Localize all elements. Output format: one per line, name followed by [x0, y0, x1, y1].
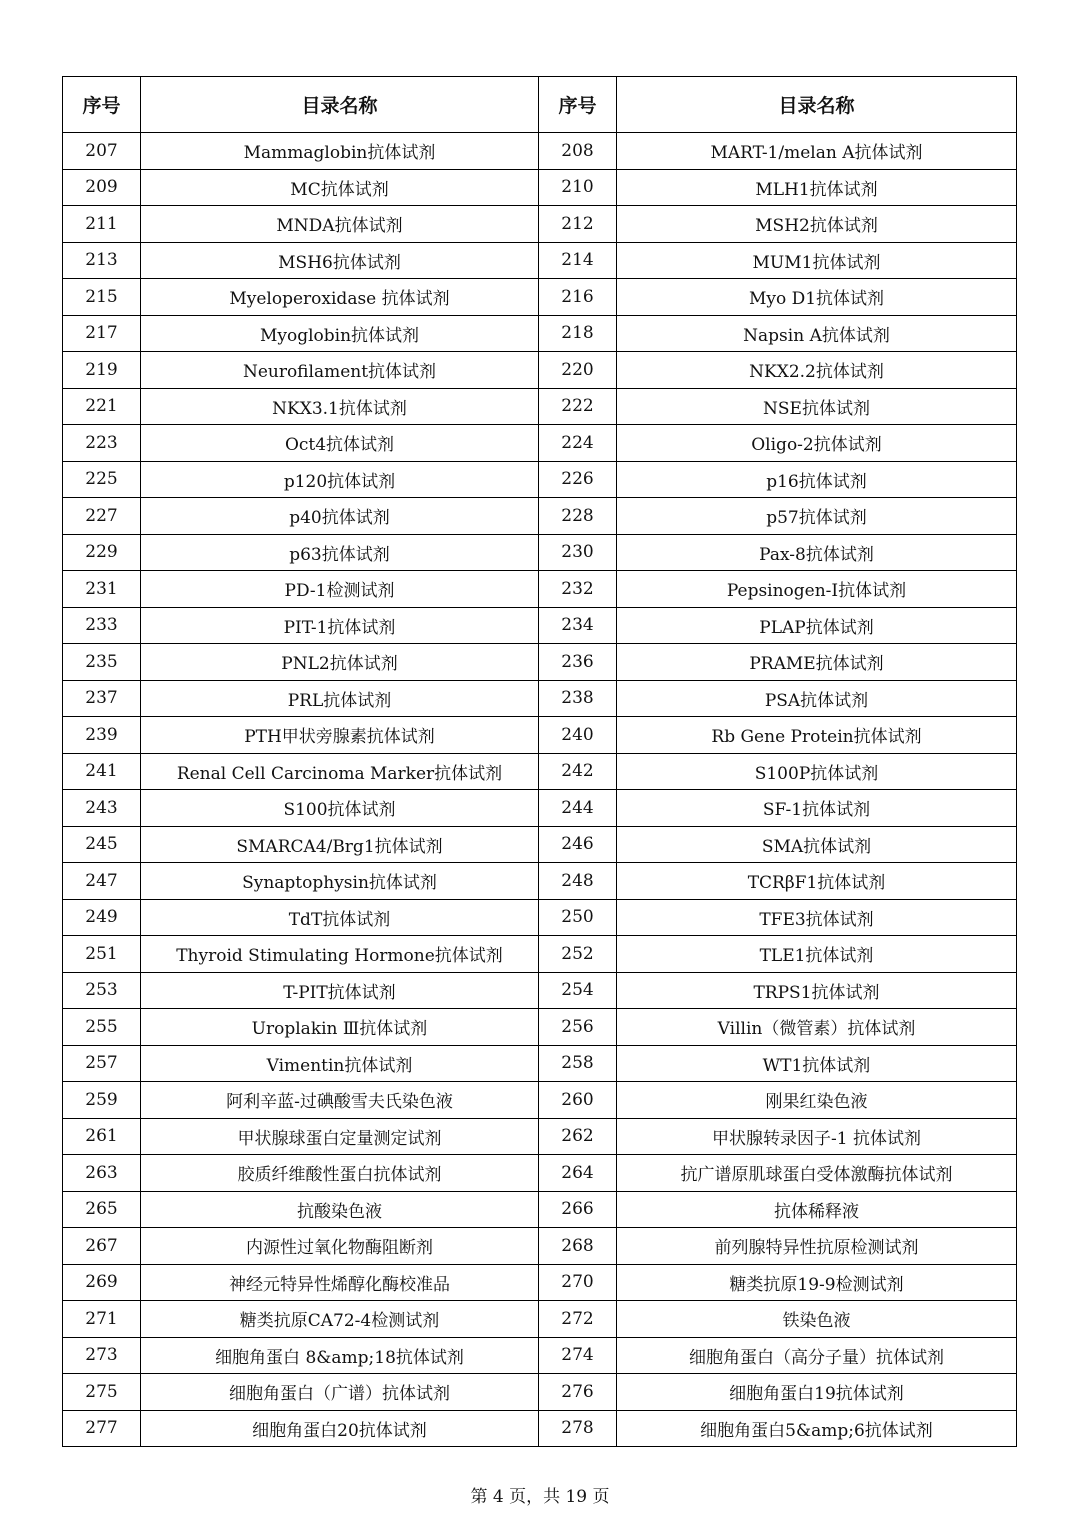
cell-name-right: Napsin A抗体试剂 — [617, 315, 1017, 352]
cell-name-right: WT1抗体试剂 — [617, 1045, 1017, 1082]
cell-index-right: 256 — [539, 1009, 617, 1046]
cell-name-left: MNDA抗体试剂 — [141, 206, 539, 243]
cell-name-left: PTH甲状旁腺素抗体试剂 — [141, 717, 539, 754]
cell-name-left: NKX3.1抗体试剂 — [141, 388, 539, 425]
cell-name-right: 前列腺特异性抗原检测试剂 — [617, 1228, 1017, 1265]
cell-name-left: PNL2抗体试剂 — [141, 644, 539, 681]
cell-index-left: 235 — [63, 644, 141, 681]
cell-name-left: 细胞角蛋白20抗体试剂 — [141, 1410, 539, 1447]
cell-index-right: 224 — [539, 425, 617, 462]
header-index-left: 序号 — [63, 77, 141, 133]
table-row — [63, 1410, 1017, 1447]
cell-index-right: 216 — [539, 279, 617, 316]
cell-name-left: PIT-1抗体试剂 — [141, 607, 539, 644]
table-row — [63, 1191, 1017, 1228]
cell-index-left: 209 — [63, 169, 141, 206]
cell-index-right: 268 — [539, 1228, 617, 1265]
cell-index-right: 220 — [539, 352, 617, 389]
table-row — [63, 352, 1017, 389]
cell-index-right: 246 — [539, 826, 617, 863]
cell-index-left: 259 — [63, 1082, 141, 1119]
table-row — [63, 169, 1017, 206]
cell-name-right: 糖类抗原19-9检测试剂 — [617, 1264, 1017, 1301]
cell-name-left: 胶质纤维酸性蛋白抗体试剂 — [141, 1155, 539, 1192]
cell-index-left: 239 — [63, 717, 141, 754]
cell-name-right: MART-1/melan A抗体试剂 — [617, 133, 1017, 170]
cell-name-right: SF-1抗体试剂 — [617, 790, 1017, 827]
cell-index-right: 274 — [539, 1337, 617, 1374]
cell-index-left: 263 — [63, 1155, 141, 1192]
cell-name-left: PRL抗体试剂 — [141, 680, 539, 717]
cell-name-left: 内源性过氧化物酶阻断剂 — [141, 1228, 539, 1265]
cell-index-left: 237 — [63, 680, 141, 717]
cell-index-left: 273 — [63, 1337, 141, 1374]
cell-index-right: 238 — [539, 680, 617, 717]
cell-index-left: 211 — [63, 206, 141, 243]
cell-name-left: T-PIT抗体试剂 — [141, 972, 539, 1009]
cell-index-right: 228 — [539, 498, 617, 535]
table-row — [63, 717, 1017, 754]
cell-index-right: 208 — [539, 133, 617, 170]
cell-name-left: MC抗体试剂 — [141, 169, 539, 206]
header-index-right: 序号 — [539, 77, 617, 133]
table-row — [63, 1118, 1017, 1155]
cell-name-left: p120抗体试剂 — [141, 461, 539, 498]
cell-name-right: SMA抗体试剂 — [617, 826, 1017, 863]
cell-name-left: 细胞角蛋白 8&amp;18抗体试剂 — [141, 1337, 539, 1374]
cell-index-right: 252 — [539, 936, 617, 973]
table-row — [63, 1301, 1017, 1338]
cell-name-left: 神经元特异性烯醇化酶校准品 — [141, 1264, 539, 1301]
cell-name-right: PRAME抗体试剂 — [617, 644, 1017, 681]
cell-name-right: TLE1抗体试剂 — [617, 936, 1017, 973]
cell-name-right: MSH2抗体试剂 — [617, 206, 1017, 243]
cell-name-left: 阿利辛蓝-过碘酸雪夫氏染色液 — [141, 1082, 539, 1119]
table-row — [63, 133, 1017, 170]
cell-index-left: 261 — [63, 1118, 141, 1155]
cell-name-left: PD-1检测试剂 — [141, 571, 539, 608]
cell-name-right: S100P抗体试剂 — [617, 753, 1017, 790]
cell-name-right: TRPS1抗体试剂 — [617, 972, 1017, 1009]
table-row — [63, 206, 1017, 243]
cell-name-left: Thyroid Stimulating Hormone抗体试剂 — [141, 936, 539, 973]
table-row — [63, 242, 1017, 279]
cell-name-right: Villin（微管素）抗体试剂 — [617, 1009, 1017, 1046]
cell-index-right: 262 — [539, 1118, 617, 1155]
cell-name-right: MLH1抗体试剂 — [617, 169, 1017, 206]
cell-name-left: Synaptophysin抗体试剂 — [141, 863, 539, 900]
cell-index-left: 265 — [63, 1191, 141, 1228]
cell-name-left: S100抗体试剂 — [141, 790, 539, 827]
cell-name-right: TFE3抗体试剂 — [617, 899, 1017, 936]
table-row — [63, 1009, 1017, 1046]
cell-index-left: 207 — [63, 133, 141, 170]
cell-index-right: 248 — [539, 863, 617, 900]
table-row — [63, 972, 1017, 1009]
cell-index-right: 270 — [539, 1264, 617, 1301]
cell-index-right: 266 — [539, 1191, 617, 1228]
cell-name-right: 甲状腺转录因子-1 抗体试剂 — [617, 1118, 1017, 1155]
table-row — [63, 753, 1017, 790]
cell-index-right: 212 — [539, 206, 617, 243]
cell-index-left: 227 — [63, 498, 141, 535]
cell-name-right: 铁染色液 — [617, 1301, 1017, 1338]
cell-index-right: 260 — [539, 1082, 617, 1119]
cell-name-left: Renal Cell Carcinoma Marker抗体试剂 — [141, 753, 539, 790]
cell-index-right: 210 — [539, 169, 617, 206]
table-row — [63, 1228, 1017, 1265]
cell-index-left: 231 — [63, 571, 141, 608]
cell-name-right: 抗广谱原肌球蛋白受体激酶抗体试剂 — [617, 1155, 1017, 1192]
table-row — [63, 1374, 1017, 1411]
table-row — [63, 680, 1017, 717]
cell-name-left: Vimentin抗体试剂 — [141, 1045, 539, 1082]
cell-name-left: Neurofilament抗体试剂 — [141, 352, 539, 389]
cell-index-right: 272 — [539, 1301, 617, 1338]
header-name-right: 目录名称 — [617, 77, 1017, 133]
cell-index-right: 276 — [539, 1374, 617, 1411]
cell-index-left: 245 — [63, 826, 141, 863]
cell-index-left: 243 — [63, 790, 141, 827]
cell-name-right: p57抗体试剂 — [617, 498, 1017, 535]
cell-name-right: Rb Gene Protein抗体试剂 — [617, 717, 1017, 754]
cell-index-left: 223 — [63, 425, 141, 462]
cell-name-left: 细胞角蛋白（广谱）抗体试剂 — [141, 1374, 539, 1411]
cell-name-right: 细胞角蛋白19抗体试剂 — [617, 1374, 1017, 1411]
page-footer: 第 4 页，共 19 页 — [470, 1487, 610, 1507]
cell-name-right: PLAP抗体试剂 — [617, 607, 1017, 644]
cell-index-right: 232 — [539, 571, 617, 608]
cell-index-right: 214 — [539, 242, 617, 279]
cell-index-left: 249 — [63, 899, 141, 936]
cell-index-left: 225 — [63, 461, 141, 498]
cell-index-right: 234 — [539, 607, 617, 644]
cell-index-left: 219 — [63, 352, 141, 389]
cell-index-left: 229 — [63, 534, 141, 571]
cell-index-right: 218 — [539, 315, 617, 352]
cell-name-right: NKX2.2抗体试剂 — [617, 352, 1017, 389]
cell-name-right: 抗体稀释液 — [617, 1191, 1017, 1228]
cell-name-left: MSH6抗体试剂 — [141, 242, 539, 279]
cell-index-left: 275 — [63, 1374, 141, 1411]
cell-index-right: 264 — [539, 1155, 617, 1192]
table-row — [63, 863, 1017, 900]
cell-name-right: NSE抗体试剂 — [617, 388, 1017, 425]
cell-index-right: 254 — [539, 972, 617, 1009]
table-row — [63, 1082, 1017, 1119]
cell-index-left: 267 — [63, 1228, 141, 1265]
table-header-row — [63, 77, 1017, 133]
cell-index-left: 213 — [63, 242, 141, 279]
table-row — [63, 790, 1017, 827]
cell-name-right: Pax-8抗体试剂 — [617, 534, 1017, 571]
table-row — [63, 644, 1017, 681]
cell-index-right: 278 — [539, 1410, 617, 1447]
cell-index-right: 258 — [539, 1045, 617, 1082]
cell-index-left: 277 — [63, 1410, 141, 1447]
table-row — [63, 571, 1017, 608]
cell-index-right: 226 — [539, 461, 617, 498]
cell-index-left: 217 — [63, 315, 141, 352]
table-row — [63, 279, 1017, 316]
cell-name-right: PSA抗体试剂 — [617, 680, 1017, 717]
cell-index-right: 222 — [539, 388, 617, 425]
cell-index-left: 255 — [63, 1009, 141, 1046]
table-row — [63, 1337, 1017, 1374]
cell-name-right: Pepsinogen-Ⅰ抗体试剂 — [617, 571, 1017, 608]
cell-name-left: p63抗体试剂 — [141, 534, 539, 571]
cell-name-left: Myeloperoxidase 抗体试剂 — [141, 279, 539, 316]
cell-name-left: 抗酸染色液 — [141, 1191, 539, 1228]
table-row — [63, 425, 1017, 462]
cell-name-left: SMARCA4/Brg1抗体试剂 — [141, 826, 539, 863]
table-row — [63, 388, 1017, 425]
cell-name-left: Mammaglobin抗体试剂 — [141, 133, 539, 170]
table-row — [63, 461, 1017, 498]
cell-index-right: 242 — [539, 753, 617, 790]
cell-index-left: 241 — [63, 753, 141, 790]
table-row — [63, 315, 1017, 352]
cell-name-right: TCRβF1抗体试剂 — [617, 863, 1017, 900]
table-row — [63, 1045, 1017, 1082]
cell-name-right: Oligo-2抗体试剂 — [617, 425, 1017, 462]
cell-name-left: TdT抗体试剂 — [141, 899, 539, 936]
cell-index-left: 247 — [63, 863, 141, 900]
cell-index-left: 257 — [63, 1045, 141, 1082]
cell-index-right: 250 — [539, 899, 617, 936]
cell-name-right: MUM1抗体试剂 — [617, 242, 1017, 279]
cell-index-left: 221 — [63, 388, 141, 425]
catalog-table — [62, 76, 1017, 1447]
cell-name-left: p40抗体试剂 — [141, 498, 539, 535]
cell-name-left: Oct4抗体试剂 — [141, 425, 539, 462]
table-row — [63, 899, 1017, 936]
header-name-left: 目录名称 — [141, 77, 539, 133]
cell-index-left: 253 — [63, 972, 141, 1009]
cell-name-right: p16抗体试剂 — [617, 461, 1017, 498]
table-row — [63, 534, 1017, 571]
table-row — [63, 1155, 1017, 1192]
cell-name-left: Myoglobin抗体试剂 — [141, 315, 539, 352]
cell-name-left: Uroplakin Ⅲ抗体试剂 — [141, 1009, 539, 1046]
cell-name-right: Myo D1抗体试剂 — [617, 279, 1017, 316]
cell-index-left: 233 — [63, 607, 141, 644]
cell-name-right: 刚果红染色液 — [617, 1082, 1017, 1119]
cell-index-right: 244 — [539, 790, 617, 827]
table-row — [63, 936, 1017, 973]
cell-index-left: 271 — [63, 1301, 141, 1338]
cell-index-left: 251 — [63, 936, 141, 973]
table-row — [63, 498, 1017, 535]
cell-name-right: 细胞角蛋白（高分子量）抗体试剂 — [617, 1337, 1017, 1374]
cell-index-right: 230 — [539, 534, 617, 571]
cell-index-right: 240 — [539, 717, 617, 754]
table-body — [63, 133, 1017, 1447]
cell-index-left: 215 — [63, 279, 141, 316]
cell-name-right: 细胞角蛋白5&amp;6抗体试剂 — [617, 1410, 1017, 1447]
table-row — [63, 607, 1017, 644]
table-row — [63, 826, 1017, 863]
cell-index-left: 269 — [63, 1264, 141, 1301]
cell-index-right: 236 — [539, 644, 617, 681]
cell-name-left: 糖类抗原CA72-4检测试剂 — [141, 1301, 539, 1338]
table-row — [63, 1264, 1017, 1301]
cell-name-left: 甲状腺球蛋白定量测定试剂 — [141, 1118, 539, 1155]
